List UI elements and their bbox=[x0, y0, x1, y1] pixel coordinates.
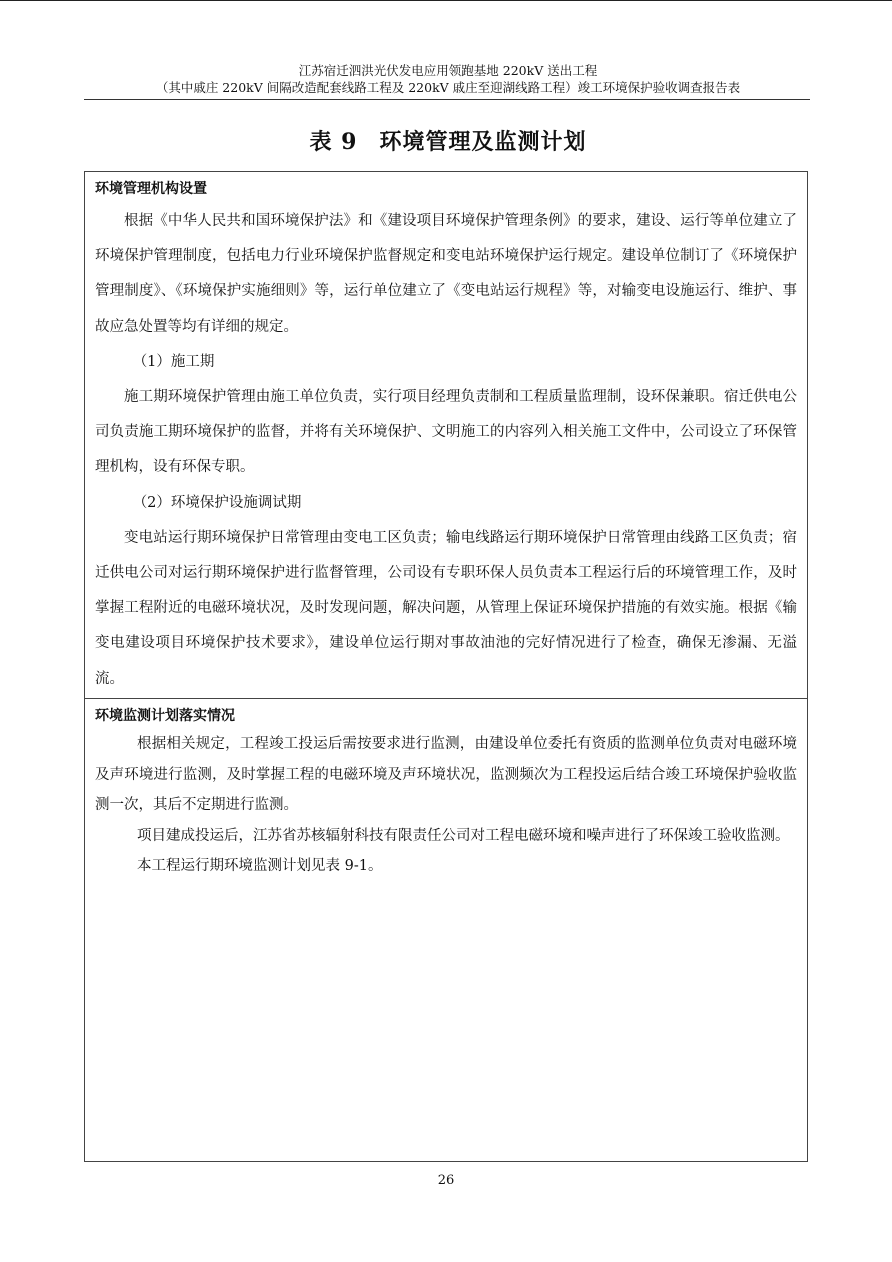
table-title: 环境管理及监测计划 bbox=[379, 129, 587, 155]
commissioning-phase-paragraph: 变电站运行期环境保护日常管理由变电工区负责；输电线路运行期环境保护日常管理由线路工区负责；宿迁供电公司对运行期环境保护进行监督管理，公司设有专职环保人员负责本工程运行后的环境管理工作，及时掌握工程附近的电磁环境状况，及时发现问题，解决问题，从管理上保证环境保护措施的有效实施。根据《输变电建设项目环境保护技术要求》，建设单位运行期对事故油池的完好情况进行了检查，确保无渗漏、无溢流。 bbox=[95, 529, 797, 687]
monitoring-paragraph-3: 本工程运行期环境监测计划见表 9-1。 bbox=[137, 858, 383, 874]
monitoring-paragraph-2: 项目建成投运后，江苏省苏核辐射科技有限责任公司对工程电磁环境和噪声进行了环保竣工验收监测。 bbox=[137, 827, 790, 844]
construction-phase-heading: （1）施工期 bbox=[132, 353, 215, 370]
management-heading: 环境管理机构设置 bbox=[95, 181, 207, 197]
header-divider bbox=[84, 99, 810, 100]
document-header bbox=[86, 62, 810, 96]
monitoring-body bbox=[85, 729, 807, 882]
monitoring-paragraph-1: 根据相关规定，工程竣工投运后需按要求进行监测，由建设单位委托有资质的监测单位负责对电磁环境及声环境进行监测，及时掌握工程的电磁环境及声环境状况，监测频次为工程投运后结合竣工环境保护验收监测一次，其后不定期进行监测。 bbox=[95, 736, 797, 813]
header-project-title: 江苏宿迁泗洪光伏发电应用领跑基地 220kV 送出工程 bbox=[298, 63, 598, 78]
content-table bbox=[84, 171, 808, 1162]
page-top-border bbox=[0, 0, 892, 1]
table-number: 表 9 bbox=[309, 129, 358, 155]
management-section bbox=[85, 172, 807, 699]
header-project-subtitle: （其中戚庄 220kV 间隔改造配套线路工程及 220kV 戚庄至迎湖线路工程）竣工环境保护验收调查报告表 bbox=[155, 80, 741, 95]
construction-phase-paragraph: 施工期环境保护管理由施工单位负责，实行项目经理负责制和工程质量监理制，设环保兼职。宿迁供电公司负责施工期环境保护的监督，并将有关环境保护、文明施工的内容列入相关施工文件中，公司设立了环保管理机构，设有环保专职。 bbox=[95, 389, 797, 476]
monitoring-section bbox=[85, 699, 807, 882]
page-title bbox=[86, 127, 810, 157]
commissioning-phase-heading: （2）环境保护设施调试期 bbox=[132, 494, 302, 511]
page-number: 26 bbox=[437, 1173, 455, 1188]
monitoring-heading: 环境监测计划落实情况 bbox=[95, 708, 235, 724]
management-intro-paragraph: 根据《中华人民共和国环境保护法》和《建设项目环境保护管理条例》的要求，建设、运行等单位建立了环境保护管理制度，包括电力行业环境保护监督规定和变电站环境保护运行规定。建设单位制订了《环境保护管理制度》、《环境保护实施细则》等，运行单位建立了《变电站运行规程》等，对输变电设施运行、维护、事故应急处置等均有详细的规定。 bbox=[95, 213, 797, 335]
management-body bbox=[85, 204, 807, 697]
